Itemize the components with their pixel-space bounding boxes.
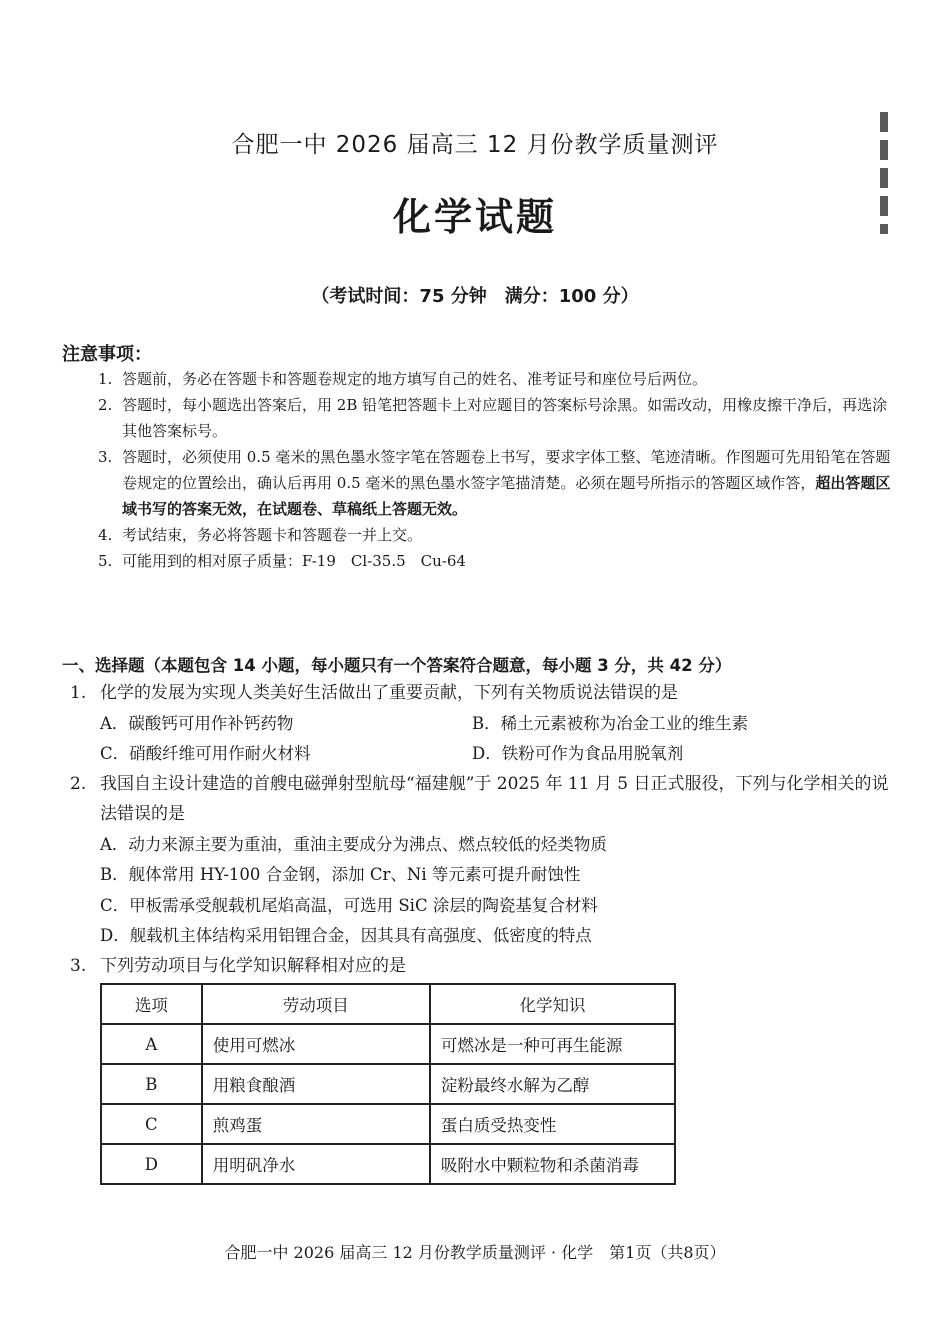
notice-text-block (122, 444, 893, 522)
page-footer: 合肥一中 2026 届高三 12 月份教学质量测评 · 化学 第1页（共8页） (224, 1243, 726, 1262)
notice-number: 2. (98, 396, 113, 414)
question-1-stem (70, 678, 900, 708)
question-number: 1. (70, 683, 87, 703)
question-text: 下列劳动项目与化学知识解释相对应的是 (100, 956, 406, 976)
notice-number: 5. (98, 552, 113, 570)
table-cell: 用粮食酿酒 (202, 1064, 430, 1104)
table-cell: C (101, 1104, 202, 1144)
page-title: 化学试题 (392, 194, 557, 239)
notice-text: 可能用到的相对原子质量：F-19 Cl-35.5 Cu-64 (122, 552, 466, 570)
notice-item (98, 444, 893, 522)
table-cell: 使用可燃冰 (202, 1024, 430, 1064)
exam-header: 合肥一中 2026 届高三 12 月份教学质量测评 (231, 132, 719, 158)
table-cell: 淀粉最终水解为乙醇 (430, 1064, 675, 1104)
notice-title: 注意事项： (62, 344, 152, 365)
exam-info: （考试时间：75 分钟 满分：100 分） (311, 286, 639, 307)
notice-item (98, 392, 893, 444)
column-header: 选项 (101, 984, 202, 1024)
notice-text: 答题时，必须使用 0.5 毫米的黑色墨水签字笔在答题卷上书写，要求字体工整、笔迹清晰。作图题可先用铅笔在答题卷规定的位置绘出，确认后再用 0.5 毫米的黑色墨水签字笔描清楚。必须在题号所指示的答题区域作答， (122, 448, 891, 492)
notice-number: 4. (98, 526, 113, 544)
q2-option-a: A．动力来源主要为重油，重油主要成分为沸点、燃点较低的烃类物质 (100, 835, 607, 854)
table-row (101, 1104, 675, 1144)
table-cell: B (101, 1064, 202, 1104)
q1-option-c: C．硝酸纤维可用作耐火材料 (100, 744, 311, 763)
table-header-row (101, 984, 675, 1024)
question-text: 化学的发展为实现人类美好生活做出了重要贡献，下列有关物质说法错误的是 (100, 683, 678, 703)
question-number: 3. (70, 956, 87, 976)
notice-text: 答题时，每小题选出答案后，用 2B 铅笔把答题卡上对应题目的答案标号涂黑。如需改动，用橡皮擦干净后，再选涂其他答案标号。 (122, 396, 888, 440)
table-cell: 可燃冰是一种可再生能源 (430, 1024, 675, 1064)
notice-item (98, 522, 893, 548)
column-header: 劳动项目 (202, 984, 430, 1024)
table-cell: 吸附水中颗粒物和杀菌消毒 (430, 1144, 675, 1184)
q3-table (100, 983, 676, 1185)
table-cell: A (101, 1024, 202, 1064)
q2-option-b: B．舰体常用 HY-100 合金钢，添加 Cr、Ni 等元素可提升耐蚀性 (100, 865, 581, 884)
notice-emphasis: 超出答题区域书写的答案无效，在试题卷、草稿纸上答题无效。 (122, 474, 891, 518)
table-cell: 煎鸡蛋 (202, 1104, 430, 1144)
notice-number: 3. (98, 448, 113, 466)
question-number: 2. (70, 774, 87, 794)
q2-option-c: C．甲板需承受舰载机尾焰高温，可选用 SiC 涂层的陶瓷基复合材料 (100, 896, 598, 915)
q2-option-d: D．舰载机主体结构采用铝锂合金，因其具有高强度、低密度的特点 (100, 926, 592, 945)
notice-item (98, 548, 893, 574)
question-2-stem (70, 769, 900, 829)
q1-option-b: B．稀土元素被称为冶金工业的维生素 (472, 714, 749, 733)
notice-list (98, 366, 893, 574)
notice-text: 考试结束，务必将答题卡和答题卷一并上交。 (122, 526, 423, 544)
table-cell: 用明矾净水 (202, 1144, 430, 1184)
notice-item (98, 366, 893, 392)
q1-option-d: D．铁粉可作为食品用脱氧剂 (472, 744, 684, 763)
section-title: 一、选择题（本题包含 14 小题，每小题只有一个答案符合题意，每小题 3 分，共 42 分） (62, 656, 732, 675)
table-cell: D (101, 1144, 202, 1184)
column-header: 化学知识 (430, 984, 675, 1024)
table-row (101, 1024, 675, 1064)
table-row (101, 1064, 675, 1104)
notice-text: 答题前，务必在答题卡和答题卷规定的地方填写自己的姓名、准考证号和座位号后两位。 (122, 370, 708, 388)
q1-option-a: A．碳酸钙可用作补钙药物 (100, 714, 294, 733)
notice-number: 1. (98, 370, 113, 388)
question-text: 我国自主设计建造的首艘电磁弹射型航母“福建舰”于 2025 年 11 月 5 日正式服役，下列与化学相关的说法错误的是 (100, 774, 889, 824)
table-row (101, 1144, 675, 1184)
table-cell: 蛋白质受热变性 (430, 1104, 675, 1144)
question-3-stem (70, 951, 900, 981)
